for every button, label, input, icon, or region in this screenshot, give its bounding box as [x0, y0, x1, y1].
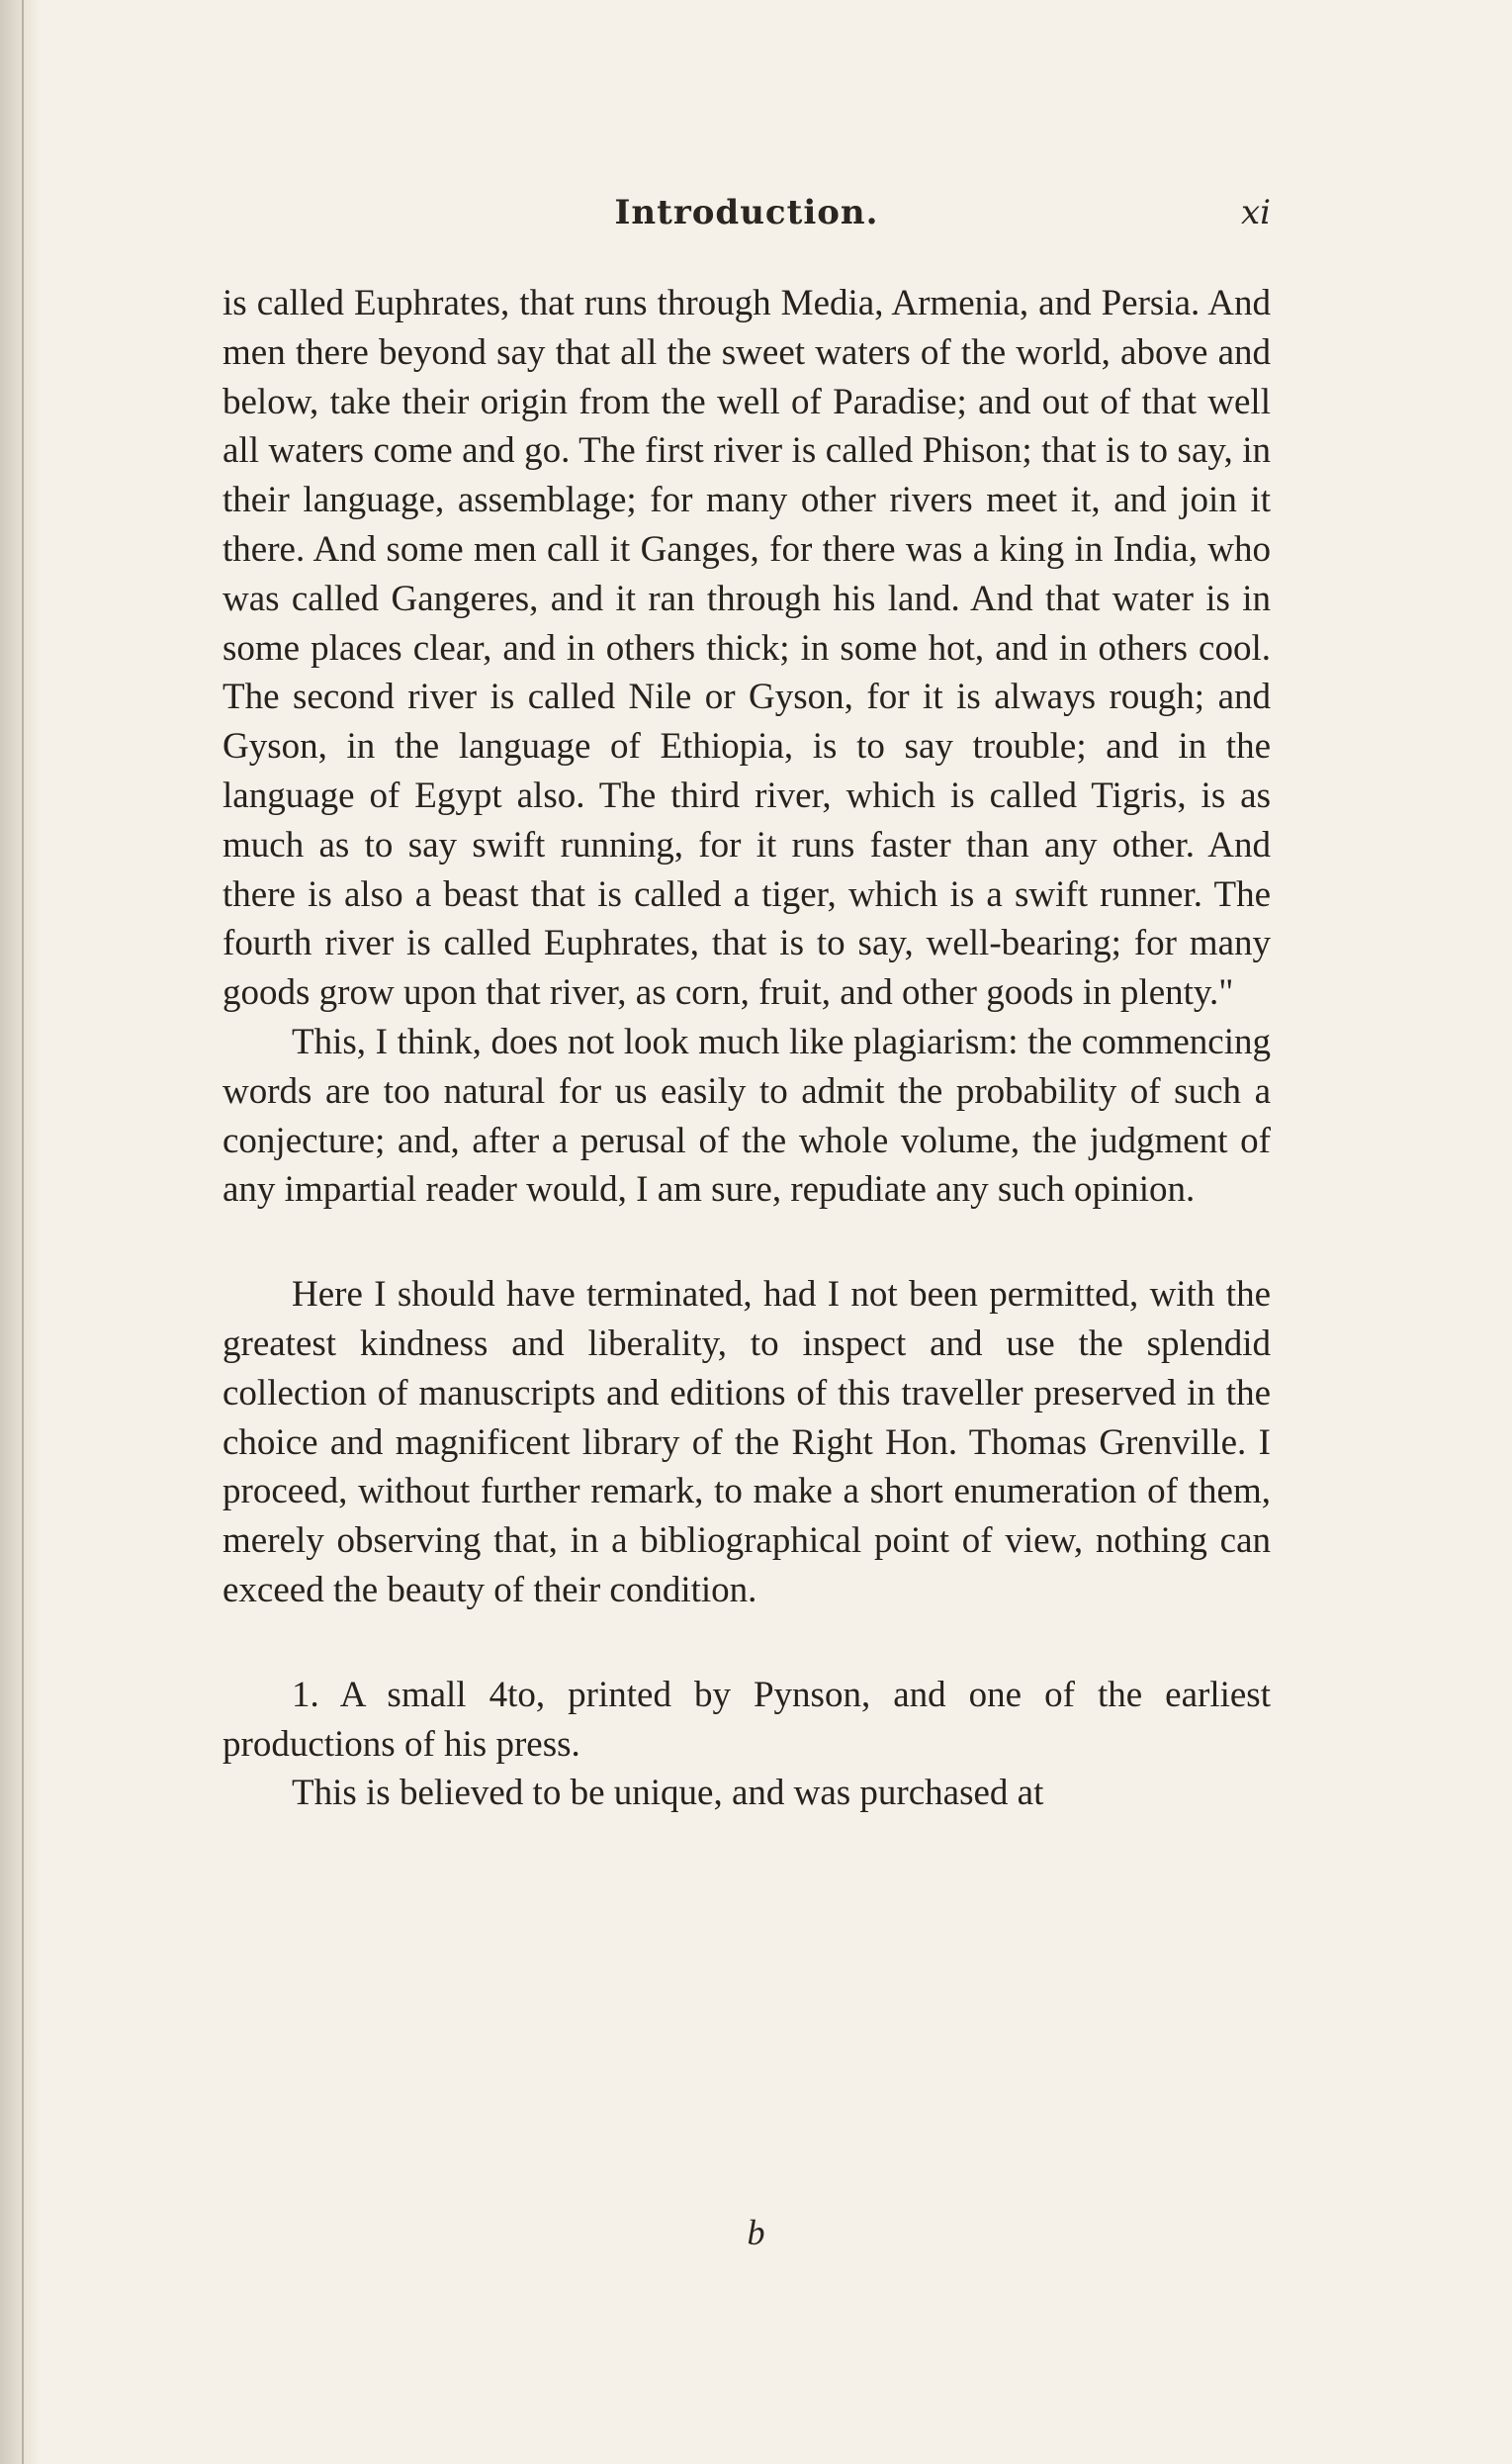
paragraph-plagiarism: This, I think, does not look much like plagiarism: the commencing words are too natural for us easily to admit the probability of such a conjecture; and, after a perusal of the whole volume, the judgment of any impartial reader would, I am sure, repudiate any such opinion.	[222, 1021, 1271, 1211]
running-header-title: Introduction.	[614, 193, 879, 232]
page-number: xi	[1240, 193, 1271, 232]
page-spine-edge	[22, 0, 24, 2464]
paragraph-grenville: Here I should have terminated, had I not been permitted, with the greatest kindness and liberality, to inspect and use the splendid collection of manuscripts and editions of this traveller preserved in the choice and magnificent library of the Right Hon. Thomas Grenville. I proceed, without further remark, to make a short enumeration of them, merely observing that, in a bibliographical point of view, nothing can exceed the beauty of their condition.	[222, 1274, 1271, 1610]
running-header	[222, 193, 1271, 242]
paragraph-continued-quote: is called Euphrates, that runs through Media, Armenia, and Persia. And men there beyond say that all the sweet waters of the world, above and below, take their origin from the well of Paradise; and out of that well all waters come and go. The first river is called Phison; that is to say, in their language, assemblage; for many other rivers meet it, and join it there. And some men call it Ganges, for there was a king in India, who was called Gangeres, and it ran through his land. And that water is in some places clear, and in others thick; in some hot, and in others cool. The second river is called Nile or Gyson, for it is always rough; and Gyson, in the language of Ethiopia, is to say trouble; and in the language of Egypt also. The third river, which is called Tigris, is as much as to say swift running, for it runs faster than any other. And there is also a beast that is called a tiger, which is a swift runner. The fourth river is called Euphrates, that is to say, well-bearing; for many goods grow upon that river, as corn, fruit, and other goods in plenty."	[222, 283, 1271, 1014]
paragraph-item-1-note: This is believed to be unique, and was purchased at	[292, 1773, 1044, 1814]
page-gutter-shadow	[0, 0, 40, 2464]
paragraph-item-1: 1. A small 4to, printed by Pynson, and one of the earliest productions of his press.	[222, 1674, 1271, 1765]
signature-mark: b	[747, 2213, 765, 2252]
body-text	[222, 279, 1271, 1818]
